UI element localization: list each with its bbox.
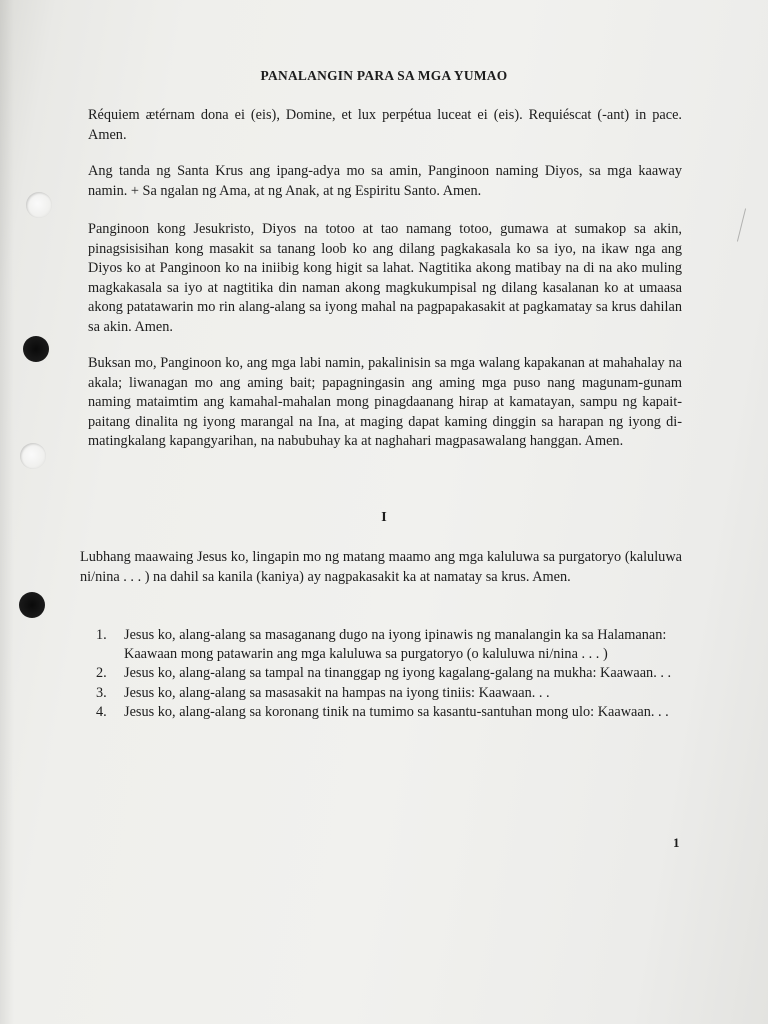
list-item	[96, 626, 682, 664]
punch-hole	[26, 192, 52, 218]
paragraph-opening-prayer: Buksan mo, Panginoon ko, ang mga labi namin, pakalinisin sa mga walang kapakanan at mahahalay na akala; liwanagan mo ang aming bait; papagningasin ang aming mga puso nang magunam-gunam naming mataimtim ang kamahal-mahalan mong pinagdaanang hirap at kamatayan, sampu ng kapait-paitang dinalita ng iyong marangal na Ina, at maging dapat kaming dinggin sa harapan ng iyong di-matingkalang kapangyarihan, na nabubuhay ka at naghahari magpasawalang hanggan. Amen.	[88, 355, 682, 449]
invocation-list	[96, 626, 682, 722]
list-item-number: 1.	[96, 627, 107, 643]
list-item-number: 3.	[96, 684, 107, 701]
section-intro: Lubhang maawaing Jesus ko, lingapin mo ng matang maamo ang mga kaluluwa sa purgatoryo (kaluluwa ni/nina . . . ) na dahil sa kanila (kaniya) ay nagpakasakit ka at namatay sa krus. Amen.	[80, 549, 682, 585]
list-item-number: 2.	[96, 665, 107, 682]
page-number: 1	[673, 835, 680, 850]
paragraph-act-of-contrition: Panginoon kong Jesukristo, Diyos na totoo at tao namang totoo, gumawa at sumakop sa akin, pinagsisisihan kong masakit sa tanang loob ko ang dilang pagkakasala ko sa iyo, na ikaw nga ang Diyos ko at Panginoon ko na iniibig kong higit sa lahat. Nagtitika akong matibay na di na ako muling magkakasala sa iyo at nagtitika din naman akong magkukumpisal ng dilang kasalanan ko at umaasa akong patatawarin mo rin alang-alang sa iyong mahal na pagpapakasakit at pagkamatay sa krus dahilan sa akin. Amen.	[88, 221, 682, 335]
list-item-response: Kaawaan mong patawarin ang mga kaluluwa sa purgatoryo (o kaluluwa ni/nina . . . )	[124, 646, 608, 663]
document-title: PANALANGIN PARA SA MGA YUMAO	[260, 68, 508, 83]
punch-hole	[23, 336, 49, 362]
list-item	[96, 703, 682, 722]
list-item	[96, 664, 682, 683]
punch-hole	[20, 443, 46, 469]
paragraph-sign-of-cross: Ang tanda ng Santa Krus ang ipang-adya mo sa amin, Panginoon naming Diyos, sa mga kaaway namin. + Sa ngalan ng Ama, at ng Anak, at ng Espiritu Santo. Amen.	[88, 163, 682, 199]
list-item-number: 4.	[96, 703, 107, 720]
punch-hole	[19, 592, 45, 618]
list-item-text: Jesus ko, alang-alang sa koronang tinik na tumimo sa kasantu-santuhan mong ulo: Kaawaan. . .	[124, 703, 669, 720]
section-numeral: I	[381, 510, 387, 525]
list-item-body	[124, 626, 682, 664]
list-item-text: Jesus ko, alang-alang sa tampal na tinanggap ng iyong kagalang-galang na mukha: Kaawaan. . .	[124, 665, 672, 682]
list-item-text: Jesus ko, alang-alang sa masasakit na hampas na iyong tiniis: Kaawaan. . .	[124, 684, 550, 701]
list-item	[96, 684, 682, 703]
list-item-text: Jesus ko, alang-alang sa masaganang dugo na iyong ipinawis ng manalangin ka sa Halamanan:	[124, 627, 667, 643]
pen-mark	[737, 208, 746, 241]
paragraph-requiem: Réquiem ætérnam dona ei (eis), Domine, et lux perpétua luceat ei (eis). Requiéscat (-ant) in pace. Amen.	[88, 107, 682, 143]
